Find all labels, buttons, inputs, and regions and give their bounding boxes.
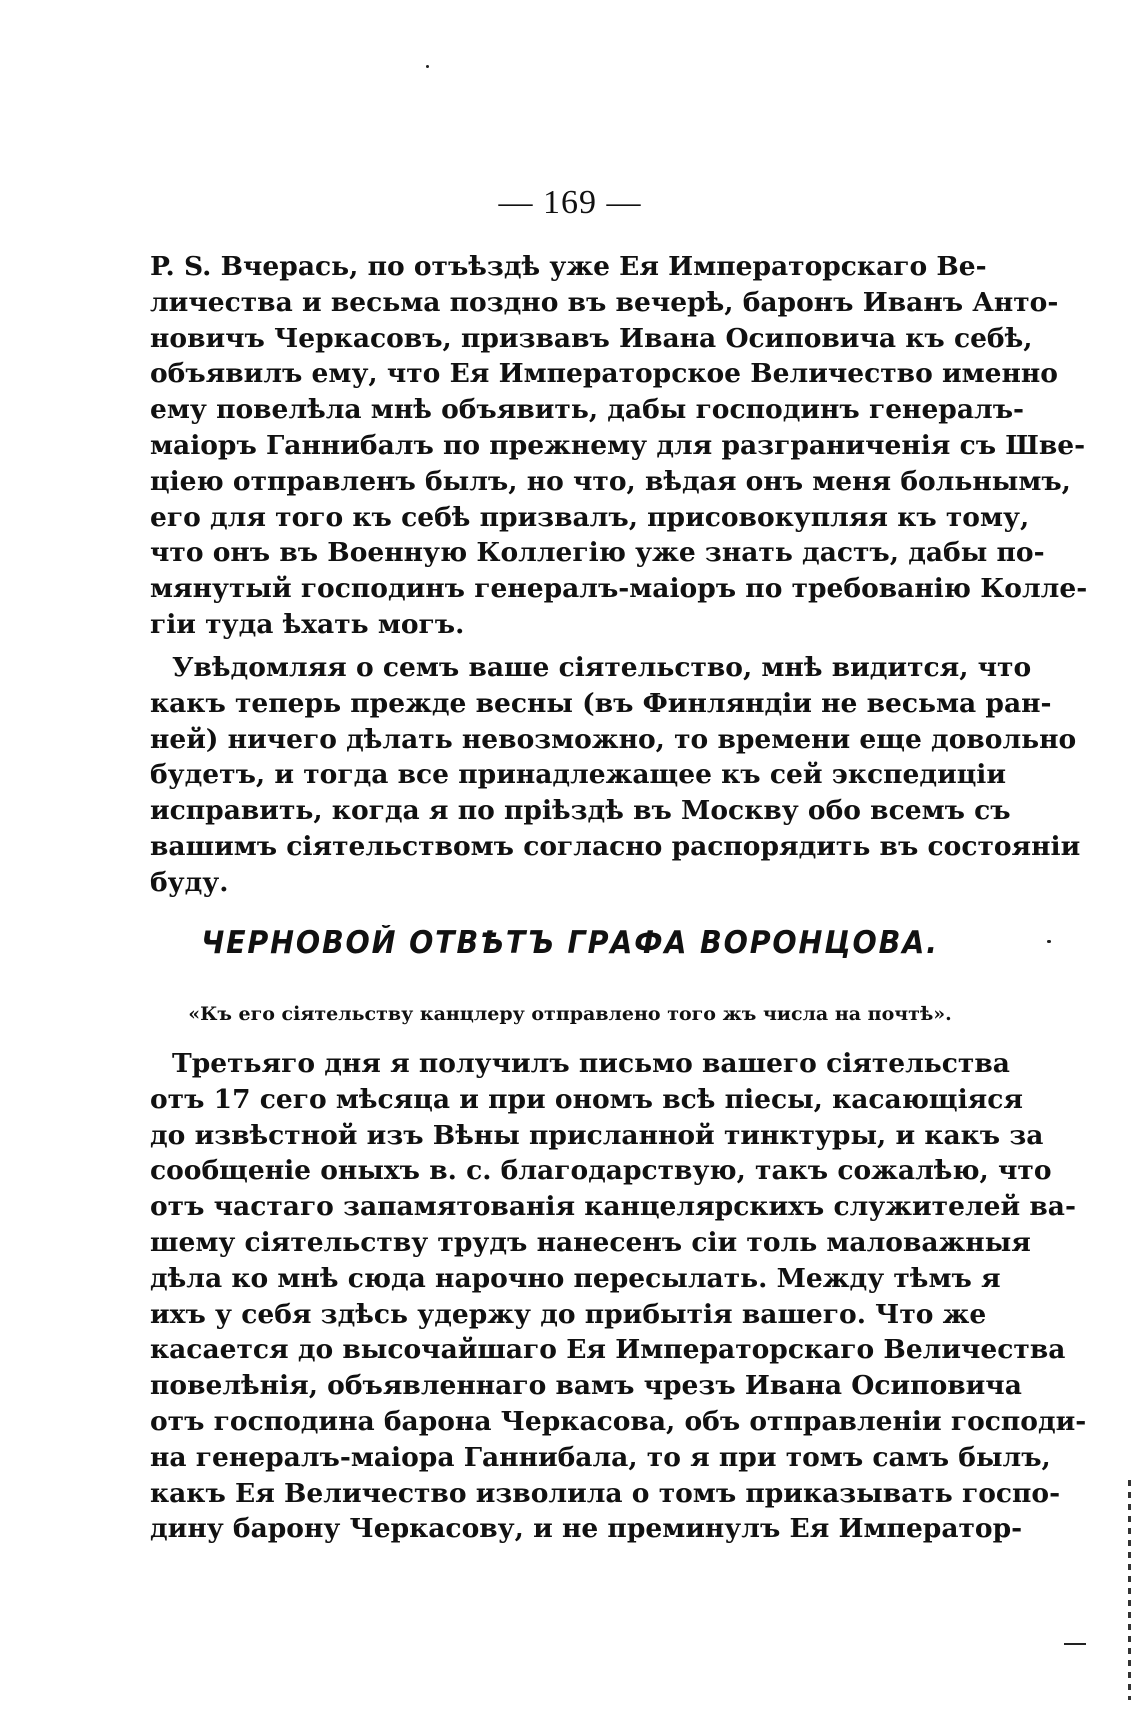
scan-speck — [426, 65, 429, 68]
text-line: маіоръ Ганнибалъ по прежнему для разграниченія съ Шве- — [150, 429, 1086, 461]
scan-page-edge — [1128, 1480, 1131, 1700]
text-line: Третьяго дня я получилъ письмо вашего сіятельства — [172, 1048, 1010, 1079]
page-number: — 169 — — [498, 184, 642, 221]
text-line: ему повелѣла мнѣ объявить, дабы господинъ генералъ- — [150, 394, 1025, 426]
text-line: на генералъ-маіора Ганнибала, то я при томъ самъ былъ, — [150, 1441, 1051, 1473]
text-line: личества и весьма поздно въ вечерѣ, баронъ Иванъ Анто- — [150, 286, 1059, 318]
text-line: повелѣнія, объявленнаго вамъ чрезъ Ивана Осиповича — [150, 1370, 1022, 1402]
text-line: мянутый господинъ генералъ-маіоръ по требованію Колле- — [150, 573, 1088, 605]
text-line: дѣла ко мнѣ сюда нарочно пересылать. Между тѣмъ я — [150, 1262, 1001, 1294]
text-line: отъ 17 сего мѣсяца и при ономъ всѣ піесы, касающіяся — [150, 1083, 1023, 1115]
text-line: буду. — [150, 866, 229, 898]
text-line: какъ теперь прежде весны (въ Финляндіи не весьма ран- — [150, 687, 1052, 719]
text-line: Увѣдомляя о семъ ваше сіятельство, мнѣ видится, что — [172, 652, 1032, 683]
text-line: что онъ въ Военную Коллегію уже знать дастъ, дабы по- — [150, 537, 1045, 569]
text-line: будетъ, и тогда все принадлежащее къ сей экспедиціи — [150, 759, 1007, 791]
text-line: дину барону Черкасову, и не преминулъ Ея Император- — [150, 1513, 1023, 1545]
text-line: ціею отправленъ былъ, но что, вѣдая онъ меня больнымъ, — [150, 465, 1071, 497]
letter-paragraph — [150, 1046, 1087, 1547]
text-line: отъ частаго запамятованія канцелярскихъ служителей ва- — [150, 1191, 1076, 1223]
text-line: новичъ Черкасовъ, призвавъ Ивана Осиповича къ себѣ, — [150, 322, 1033, 354]
scan-dash — [1064, 1643, 1086, 1645]
text-line: касается до высочайшаго Ея Императорскаго Величества — [150, 1334, 1066, 1366]
text-line: вашимъ сіятельствомъ согласно распорядить въ состояніи — [150, 830, 1081, 862]
section-subheading: «Къ его сіятельству канцлеру отправлено того жъ числа на почтѣ». — [188, 1003, 952, 1025]
text-line: исправить, когда я по пріѣздѣ въ Москву обо всемъ съ — [150, 795, 1011, 827]
text-line: объявилъ ему, что Ея Императорское Величество именно — [150, 358, 1058, 390]
text-line: отъ господина барона Черкасова, объ отправленіи господи- — [150, 1405, 1087, 1437]
text-line: ней) ничего дѣлать невозможно, то времени еще довольно — [150, 723, 1077, 755]
text-line: до извѣстной изъ Вѣны присланной тинктуры, и какъ за — [150, 1119, 1044, 1151]
text-line: гіи туда ѣхать могъ. — [150, 608, 465, 640]
text-line: какъ Ея Величество изволила о томъ приказывать госпо- — [150, 1477, 1061, 1509]
ps-paragraph — [150, 249, 1088, 643]
text-line: сообщеніе оныхъ в. с. благодарствую, такъ сожалѣю, что — [150, 1155, 1052, 1187]
second-paragraph — [150, 650, 1081, 901]
text-line: его для того къ себѣ призвалъ, присовокупляя къ тому, — [150, 501, 1030, 533]
text-line: шему сіятельству трудъ нанесенъ сіи толь маловажныя — [150, 1226, 1031, 1258]
section-heading: ЧЕРНОВОЙ ОТВѢТЪ ГРАФА ВОРОНЦОВА. — [201, 925, 939, 961]
text-line: ихъ у себя здѣсь удержу до прибытія вашего. Что же — [150, 1298, 987, 1330]
scan-speck — [1047, 940, 1051, 943]
text-line: P. S. Вчерась, по отъѣздѣ уже Ея Императорскаго Ве- — [150, 251, 987, 282]
